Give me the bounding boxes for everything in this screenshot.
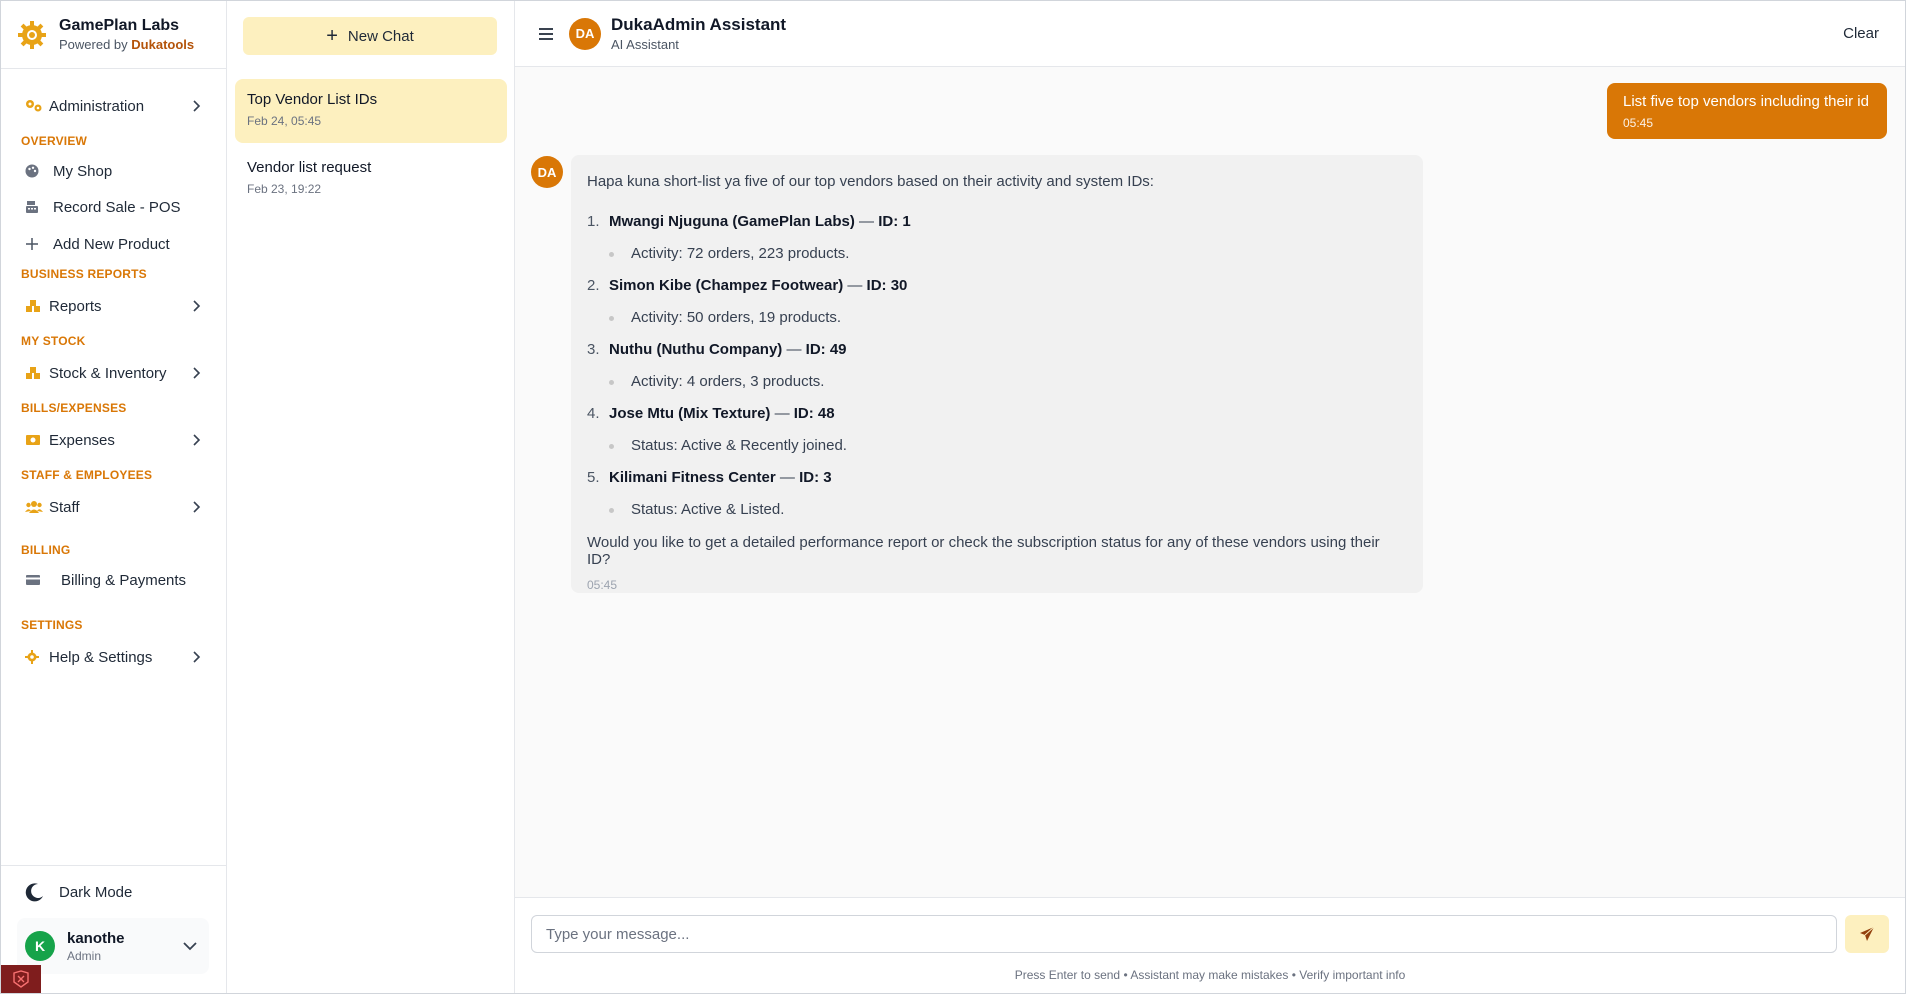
nav-label-expenses: Expenses — [49, 431, 115, 449]
nav-label-record-sale: Record Sale - POS — [53, 198, 181, 216]
section-billing: BILLING — [21, 543, 71, 557]
palette-icon — [15, 164, 43, 178]
chevron-right-icon — [187, 100, 205, 112]
plus-icon — [15, 237, 43, 251]
nav-item-billing-payments[interactable] — [15, 565, 205, 595]
vendor-list-item — [587, 334, 1407, 366]
debug-toolbar-icon[interactable] — [1, 965, 41, 993]
brand-name: GamePlan Labs — [59, 17, 180, 34]
vendor-name: Jose Mtu (Mix Texture) — [609, 405, 771, 422]
nav-footer — [1, 865, 226, 993]
gear-logo-icon — [17, 20, 47, 50]
nav-item-help-settings[interactable] — [15, 642, 205, 672]
bullet-icon — [609, 380, 614, 385]
vendor-name: Mwangi Njuguna (GamePlan Labs) — [609, 213, 855, 230]
vendor-separator: — — [843, 277, 867, 294]
section-business-reports: BUSINESS REPORTS — [21, 267, 147, 281]
vendor-detail — [587, 366, 1407, 398]
hamburger-menu-icon[interactable] — [535, 23, 557, 45]
brand-header — [1, 1, 226, 69]
avatar: K — [25, 931, 55, 961]
nav-item-stock-inventory[interactable] — [15, 358, 205, 388]
vendor-detail — [587, 430, 1407, 462]
message-input[interactable] — [531, 915, 1837, 953]
nav-item-expenses[interactable] — [15, 425, 205, 455]
chevron-down-icon — [183, 938, 197, 955]
vendor-list-item — [587, 270, 1407, 302]
chat-header — [515, 1, 1905, 67]
conversation-item[interactable] — [235, 79, 507, 143]
vendor-name: Kilimani Fitness Center — [609, 469, 776, 486]
bullet-icon — [609, 316, 614, 321]
vendor-id: ID: 49 — [805, 341, 847, 358]
chevron-right-icon — [187, 300, 205, 312]
nav-item-add-product[interactable] — [15, 229, 205, 259]
users-icon — [15, 500, 43, 514]
assistant-avatar: DA — [531, 156, 563, 188]
vendor-list-item — [587, 206, 1407, 238]
send-icon — [1859, 926, 1875, 942]
nav-label-staff: Staff — [49, 498, 80, 516]
section-my-stock: MY STOCK — [21, 334, 86, 348]
clear-button[interactable]: Clear — [1843, 25, 1879, 42]
nav-label-billing-payments: Billing & Payments — [61, 571, 187, 589]
chevron-right-icon — [187, 367, 205, 379]
vendor-detail-text: Activity: 4 orders, 3 products. — [631, 373, 825, 390]
nav-label-add-product: Add New Product — [53, 235, 170, 253]
vendor-list-item — [587, 398, 1407, 430]
vendor-detail — [587, 494, 1407, 526]
vendor-detail — [587, 238, 1407, 270]
section-settings: SETTINGS — [21, 618, 83, 632]
new-chat-button[interactable] — [243, 17, 497, 55]
assistant-message-bubble — [571, 155, 1423, 593]
vendor-separator: — — [854, 213, 879, 230]
vendor-number: 2. — [587, 277, 600, 294]
vendor-number: 5. — [587, 469, 600, 486]
conversation-date: Feb 23, 19:22 — [247, 182, 322, 196]
credit-card-icon — [15, 574, 43, 586]
powered-prefix: Powered by — [59, 37, 128, 52]
vendor-id: ID: 30 — [866, 277, 908, 294]
vendor-separator: — — [782, 341, 806, 358]
vendor-separator: — — [770, 405, 794, 422]
send-button[interactable] — [1845, 915, 1889, 953]
chat-subtitle: AI Assistant — [611, 37, 679, 52]
message-composer — [515, 897, 1905, 993]
user-name: kanothe — [67, 929, 125, 947]
cash-register-icon — [15, 200, 43, 214]
chat-history-panel — [227, 1, 515, 993]
vendor-separator: — — [775, 469, 800, 486]
nav-label-administration: Administration — [49, 97, 145, 115]
nav-item-record-sale[interactable] — [15, 192, 205, 222]
composer-footer-note: Press Enter to send • Assistant may make mistakes • Verify important info — [1014, 968, 1406, 982]
conversation-title: Top Vendor List IDs — [247, 91, 378, 108]
conversation-date: Feb 24, 05:45 — [247, 114, 322, 128]
vendor-detail-text: Activity: 72 orders, 223 products. — [631, 245, 850, 262]
nav-item-administration[interactable] — [15, 91, 205, 121]
nav-item-staff[interactable] — [15, 492, 205, 522]
vendor-id: ID: 48 — [793, 405, 835, 422]
nav-label-my-shop: My Shop — [53, 162, 113, 180]
gears-icon — [15, 99, 43, 113]
assistant-intro-text: Hapa kuna short-list ya five of our top vendors based on their activity and system IDs: — [587, 173, 1154, 190]
assistant-message-time: 05:45 — [587, 578, 618, 592]
vendor-detail-text: Status: Active & Listed. — [631, 501, 785, 518]
chevron-right-icon — [187, 501, 205, 513]
nav-item-my-shop[interactable] — [15, 156, 205, 186]
vendor-detail-text: Activity: 50 orders, 19 products. — [631, 309, 842, 326]
section-staff-employees: STAFF & EMPLOYEES — [21, 468, 153, 482]
vendor-number: 3. — [587, 341, 600, 358]
chevron-right-icon — [187, 434, 205, 446]
conversation-title: Vendor list request — [247, 159, 372, 176]
user-message-bubble — [1607, 83, 1887, 139]
money-bill-icon — [15, 434, 43, 446]
boxes-icon — [15, 366, 43, 380]
user-message-text: List five top vendors including their id — [1623, 93, 1869, 110]
vendor-name: Nuthu (Nuthu Company) — [609, 341, 783, 358]
user-role: Admin — [67, 948, 102, 963]
vendor-id: ID: 1 — [878, 213, 911, 230]
bullet-icon — [609, 252, 614, 257]
vendor-detail — [587, 302, 1407, 334]
vendor-number: 1. — [587, 213, 600, 230]
plus-icon: + — [326, 25, 338, 47]
dark-mode-label: Dark Mode — [59, 883, 133, 901]
nav-label-stock: Stock & Inventory — [49, 364, 167, 382]
powered-brand: Dukatools — [131, 37, 195, 52]
dark-mode-toggle[interactable] — [25, 882, 132, 902]
section-bills-expenses: BILLS/EXPENSES — [21, 401, 127, 415]
chevron-right-icon — [187, 651, 205, 663]
nav-sidebar — [1, 1, 227, 993]
boxes-icon — [15, 299, 43, 313]
nav-label-help-settings: Help & Settings — [49, 648, 153, 666]
vendor-number: 4. — [587, 405, 600, 422]
vendor-list-item — [587, 462, 1407, 494]
vendor-detail-text: Status: Active & Recently joined. — [631, 437, 847, 454]
chat-title: DukaAdmin Assistant — [611, 15, 787, 34]
chat-main — [515, 1, 1905, 993]
nav-item-reports[interactable] — [15, 291, 205, 321]
bullet-icon — [609, 508, 614, 513]
user-menu[interactable] — [17, 918, 209, 974]
conversation-item[interactable] — [235, 147, 507, 211]
assistant-closing-text: Would you like to get a detailed performance report or check the subscription status for any of these vendors using their ID? — [587, 534, 1380, 568]
brand-powered-by — [59, 37, 194, 52]
bullet-icon — [609, 444, 614, 449]
nav-label-reports: Reports — [49, 297, 102, 315]
section-overview: OVERVIEW — [21, 134, 88, 148]
vendor-name: Simon Kibe (Champez Footwear) — [609, 277, 844, 294]
new-chat-label: New Chat — [347, 27, 414, 45]
user-message-time: 05:45 — [1623, 116, 1654, 130]
vendor-id: ID: 3 — [799, 469, 832, 486]
assistant-avatar: DA — [569, 18, 601, 50]
gear-icon — [15, 650, 43, 664]
moon-icon — [25, 882, 45, 902]
